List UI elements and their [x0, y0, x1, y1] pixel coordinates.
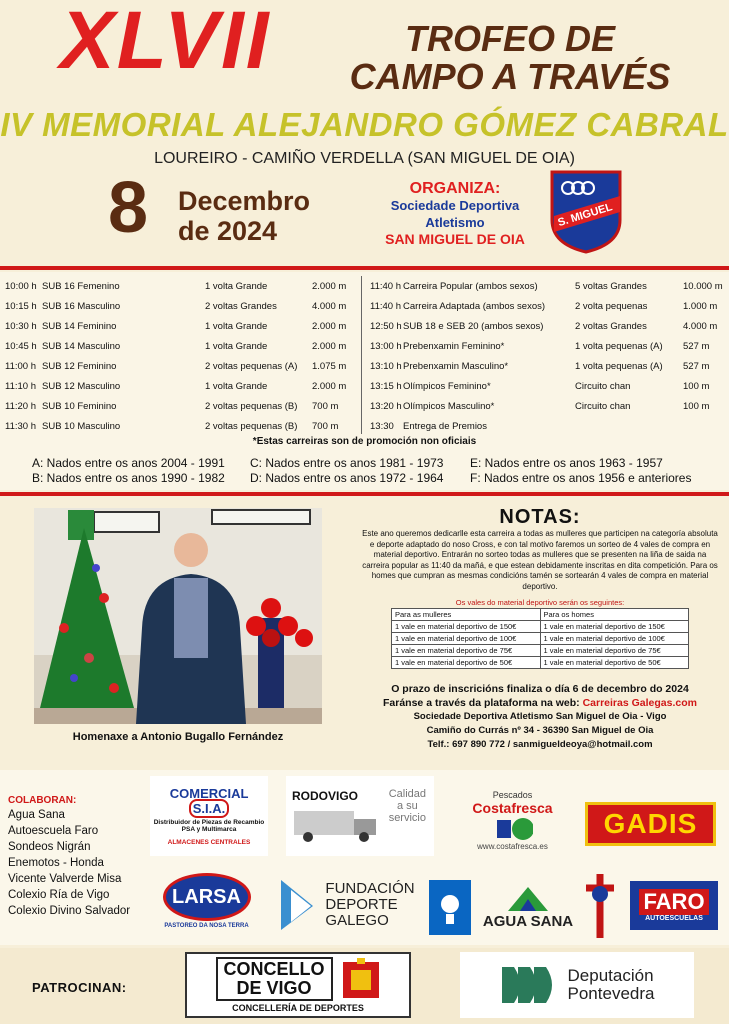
- edition-title: XLVII: [60, 0, 271, 86]
- race-laps: 1 volta pequenas (A): [575, 360, 663, 372]
- event-month: Decembro: [178, 186, 311, 216]
- club-name-line: Sociedade Deportiva Atletismo San Miguel de Oia - Vigo: [413, 711, 667, 722]
- faro-autoescuelas-logo: [630, 881, 718, 930]
- sia-badge: S.I.A.: [189, 799, 230, 818]
- comercial-sia-logo: [150, 776, 268, 856]
- vouchers-col-women: Para as mulleres: [392, 609, 541, 621]
- registration-deadline: O prazo de inscricións finaliza o día 6 de decembro do 2024: [391, 683, 689, 695]
- gadis-logo: [585, 802, 716, 846]
- tribute-photo: [34, 508, 322, 724]
- race-time: 11:20 h: [5, 400, 36, 412]
- faro-sub: AUTOESCUELAS: [645, 915, 703, 922]
- race-distance: 700 m: [312, 420, 339, 432]
- trophy-line-2: CAMPO A TRAVÉS: [349, 56, 671, 97]
- notes-text: Este ano queremos dedicarlle esta carreira a todas as mulleres que participen na categoría absoluta e deporte adaptado do noso Cross, e con tal motivo faremos un sorteo de 4 vales de compra en material deportivo. Entrarán no sorteo todas as mulleres que se presenten na liña de saida na carreira popular as 11:40 da mañá, e que estean debidamente inscritas en dita competición. Para os homes que cumpran as mesmas condicións tamén se sortearán 4 vales de compra en material deportivo.: [362, 529, 718, 591]
- race-time: 13:15 h: [370, 380, 402, 392]
- race-time: 13:30: [370, 420, 394, 432]
- race-name: Carreira Adaptada (ambos sexos): [403, 300, 546, 312]
- fundacion-line-2: DEPORTE: [325, 896, 398, 913]
- voucher-men: 1 vale en material deportivo de 150€: [540, 621, 689, 633]
- vigo-line-2: DE VIGO: [236, 978, 312, 998]
- category-a: A: Nados entre os anos 2004 - 1991: [32, 456, 225, 470]
- schedule-row: [370, 336, 729, 356]
- collaborator-item: Autoescuela Faro: [8, 825, 99, 837]
- voucher-men: 1 vale en material deportivo de 75€: [540, 645, 689, 657]
- race-name: Carreira Popular (ambos sexos): [403, 280, 538, 292]
- schedule-row: [5, 356, 362, 376]
- rodovigo-slogan-2: a su: [396, 800, 418, 812]
- agua-sana-text: AGUA SANA: [482, 912, 574, 930]
- voucher-women: 1 vale en material deportivo de 150€: [392, 621, 541, 633]
- almacenes-text: ALMACENES CENTRALES: [167, 839, 251, 846]
- race-time: 11:00 h: [5, 360, 36, 372]
- club-address: Camiño do Currás nº 34 - 36390 San Miguel de Oia: [426, 725, 654, 736]
- schedule-row: [370, 396, 729, 416]
- concello-vigo-logo: [185, 952, 411, 1018]
- fundacion-mark-icon: [277, 878, 317, 932]
- fundacion-line-1: FUNDACIÓN: [325, 880, 415, 897]
- comercial-text: COMERCIAL: [169, 786, 249, 801]
- notes-title: NOTAS:: [499, 506, 581, 528]
- rodovigo-slogan-3: servicio: [388, 812, 426, 824]
- voucher-men: 1 vale en material deportivo de 100€: [540, 633, 689, 645]
- race-distance: 1.075 m: [312, 360, 347, 372]
- truck-icon: [292, 803, 382, 843]
- registration-web-prefix: Faránse a través da plataforma na web:: [383, 697, 583, 709]
- race-name: Olímpicos Masculino*: [403, 400, 495, 412]
- vigo-line-1: CONCELLO: [223, 959, 325, 979]
- race-name: Prebenxamin Feminino*: [403, 340, 505, 352]
- shield-text: S. MIGUEL: [556, 201, 614, 230]
- trophy-line-1: TROFEO DE: [404, 18, 615, 59]
- race-laps: 2 voltas pequenas (B): [205, 420, 298, 432]
- race-distance: 100 m: [683, 380, 710, 392]
- mountain-icon: [506, 885, 550, 913]
- race-time: 11:10 h: [5, 380, 36, 392]
- promo-note: *Estas carreiras son de promoción non oficiais: [252, 436, 477, 447]
- race-time: 10:00 h: [5, 280, 37, 292]
- category-c: C: Nados entre os anos 1981 - 1973: [250, 456, 444, 470]
- race-name: SUB 12 Masculino: [42, 380, 121, 392]
- collaborator-item: Colexio Divino Salvador: [8, 905, 131, 917]
- race-time: 10:45 h: [5, 340, 37, 352]
- schedule-row: [5, 376, 362, 396]
- event-location: LOUREIRO - CAMIÑO VERDELLA (SAN MIGUEL DE OIA): [154, 150, 575, 167]
- race-name: Olímpicos Feminino*: [403, 380, 491, 392]
- race-time: 10:15 h: [5, 300, 37, 312]
- collaborator-item: Vicente Valverde Misa: [8, 873, 122, 885]
- race-distance: 10.000 m: [683, 280, 723, 292]
- race-laps: Circuito chan: [575, 400, 631, 412]
- schedule-row: [370, 376, 729, 396]
- larsa-sub: PASTOREO DA NOSA TERRA: [164, 923, 249, 929]
- costafresca-logo: [455, 778, 570, 862]
- category-b: B: Nados entre os anos 1990 - 1982: [32, 471, 225, 485]
- rodovigo-slogan-1: Calidad: [388, 788, 426, 800]
- voucher-women: 1 vale en material deportivo de 100€: [392, 633, 541, 645]
- race-distance: 2.000 m: [312, 320, 347, 332]
- deputacion-pontevedra-logo: [460, 952, 694, 1018]
- race-time: 10:30 h: [5, 320, 37, 332]
- category-f: F: Nados entre os anos 1956 e anteriores: [470, 471, 692, 485]
- rodovigo-logo: [286, 776, 434, 856]
- registration-web: [360, 696, 720, 710]
- trophy-title: [330, 20, 690, 96]
- race-distance: 1.000 m: [683, 300, 718, 312]
- gadis-text: GADIS: [603, 808, 698, 839]
- event-day: 8: [108, 168, 149, 248]
- race-name: SUB 14 Masculino: [42, 340, 121, 352]
- schedule-row: [370, 296, 729, 316]
- comercial-sub-1: Distribuidor de Piezas de Recambio: [153, 819, 265, 826]
- race-laps: 1 volta Grande: [205, 320, 268, 332]
- costafresca-web: www.costafresca.es: [477, 841, 548, 851]
- vouchers-table: [391, 608, 689, 669]
- divider-bottom: [0, 492, 729, 496]
- registration-info: [360, 682, 720, 752]
- pescados-text: Pescados: [492, 789, 533, 800]
- organizer-label: ORGANIZA:: [409, 180, 501, 197]
- organizer-club: SAN MIGUEL DE OIA: [385, 231, 525, 247]
- race-laps: 1 volta pequenas (A): [575, 340, 663, 352]
- category-d: D: Nados entre os anos 1972 - 1964: [250, 471, 444, 485]
- race-laps: 5 voltas Grandes: [575, 280, 647, 292]
- collaborator-item: Agua Sana: [8, 809, 65, 821]
- race-laps: 1 volta Grande: [205, 280, 268, 292]
- larsa-logo: [160, 868, 253, 934]
- vouchers-col-men: Para os homes: [540, 609, 689, 621]
- deputacion-line-1: Deputación: [567, 966, 654, 985]
- organizer-line-1: Sociedade Deportiva: [390, 198, 520, 213]
- race-time: 11:40 h: [370, 280, 401, 292]
- sponsors-label: PATROCINAN:: [32, 980, 127, 995]
- race-time: 13:00 h: [370, 340, 402, 352]
- event-year: de 2024: [178, 216, 278, 246]
- schedule-row: [370, 416, 729, 436]
- vigo-sub: CONCELLERÍA DE DEPORTES: [232, 1003, 364, 1013]
- club-contact: Telf.: 697 890 772 / sanmigueldeoya@hotmail.com: [427, 739, 653, 750]
- race-time: 13:20 h: [370, 400, 402, 412]
- rodovigo-text: RODOVIGO: [292, 789, 359, 803]
- category-e: E: Nados entre os anos 1963 - 1957: [470, 456, 663, 470]
- xunta-galicia-flag-icon: [429, 880, 471, 935]
- collaborators-list: [8, 807, 130, 919]
- collaborator-item: Sondeos Nigrán: [8, 841, 91, 853]
- race-time: 12:50 h: [370, 320, 402, 332]
- race-distance: 4.000 m: [312, 300, 347, 312]
- collaborators-label: COLABORAN:: [8, 795, 77, 806]
- schedule-row: [5, 336, 362, 356]
- schedule-row: [370, 276, 729, 296]
- seafood-badge-icon: [493, 816, 533, 842]
- fundacion-line-3: GALEGO: [325, 912, 389, 929]
- voucher-women: 1 vale en material deportivo de 75€: [392, 645, 541, 657]
- race-name: SUB 10 Feminino: [42, 400, 117, 412]
- memorial-title: IV MEMORIAL ALEJANDRO GÓMEZ CABRAL: [0, 106, 729, 143]
- race-distance: 2.000 m: [312, 340, 347, 352]
- race-laps: 2 voltas pequenas (A): [205, 360, 298, 372]
- race-laps: 2 voltas Grandes: [205, 300, 277, 312]
- race-name: SUB 16 Femenino: [42, 280, 120, 292]
- faro-text: FARO: [639, 889, 708, 915]
- race-laps: 2 volta pequenas: [575, 300, 648, 312]
- deputacion-mark-icon: [500, 965, 560, 1005]
- race-distance: 4.000 m: [683, 320, 718, 332]
- schedule-row: [370, 316, 729, 336]
- fundacion-deporte-galego-logo: [266, 876, 426, 934]
- collaborator-item: Enemotos - Honda: [8, 857, 104, 869]
- divider-top: [0, 266, 729, 270]
- collaborator-item: Colexio Ría de Vigo: [8, 889, 110, 901]
- race-distance: 527 m: [683, 340, 710, 352]
- photo-caption: Homenaxe a Antonio Bugallo Fernández: [72, 731, 284, 743]
- race-time: 11:40 h: [370, 300, 401, 312]
- registration-web-link[interactable]: Carreiras Galegas.com: [582, 697, 697, 709]
- schedule-row: [5, 316, 362, 336]
- schedule-row: [5, 396, 362, 416]
- organizer-block: [360, 180, 550, 248]
- race-name: SUB 12 Feminino: [42, 360, 117, 372]
- schedule-row: [5, 416, 362, 436]
- rodovigo-slogan: [389, 788, 426, 824]
- race-distance: 2.000 m: [312, 280, 347, 292]
- race-name: Prebenxamin Masculino*: [403, 360, 509, 372]
- race-laps: 2 voltas Grandes: [575, 320, 647, 332]
- agua-sana-logo: [482, 878, 574, 936]
- deputacion-line-2: Pontevedra: [567, 984, 655, 1003]
- club-shield-logo: [546, 168, 626, 254]
- race-laps: 1 volta Grande: [205, 340, 268, 352]
- race-distance: 700 m: [312, 400, 339, 412]
- larsa-text: LARSA: [172, 885, 241, 908]
- race-time: 13:10 h: [370, 360, 402, 372]
- comercial-sub-2: PSA y Multimarca: [181, 826, 237, 833]
- vouchers-heading: Os vales do material deportivo serán os seguintes:: [455, 598, 625, 607]
- vigo-coat-of-arms-icon: [341, 958, 381, 1000]
- voucher-men: 1 vale en material deportivo de 50€: [540, 657, 689, 669]
- event-month-year: [178, 186, 310, 246]
- race-name: SUB 10 Masculino: [42, 420, 121, 432]
- organizer-line-2: Atletismo: [425, 215, 485, 230]
- race-name: SUB 16 Masculino: [42, 300, 121, 312]
- church-cross-icon: [578, 872, 622, 942]
- race-distance: 527 m: [683, 360, 710, 372]
- voucher-women: 1 vale en material deportivo de 50€: [392, 657, 541, 669]
- schedule-row: [370, 356, 729, 376]
- race-name: SUB 18 e SEB 20 (ambos sexos): [403, 320, 544, 332]
- race-name: Entrega de Premios: [403, 420, 487, 432]
- race-distance: 2.000 m: [312, 380, 347, 392]
- costafresca-text: Costafresca: [472, 799, 553, 816]
- race-laps: Circuito chan: [575, 380, 631, 392]
- schedule-row: [5, 296, 362, 316]
- race-distance: 100 m: [683, 400, 710, 412]
- race-time: 11:30 h: [5, 420, 36, 432]
- race-laps: 1 volta Grande: [205, 380, 268, 392]
- race-laps: 2 voltas pequenas (B): [205, 400, 298, 412]
- photo-illustration: [34, 508, 322, 724]
- schedule-row: [5, 276, 362, 296]
- race-name: SUB 14 Feminino: [42, 320, 117, 332]
